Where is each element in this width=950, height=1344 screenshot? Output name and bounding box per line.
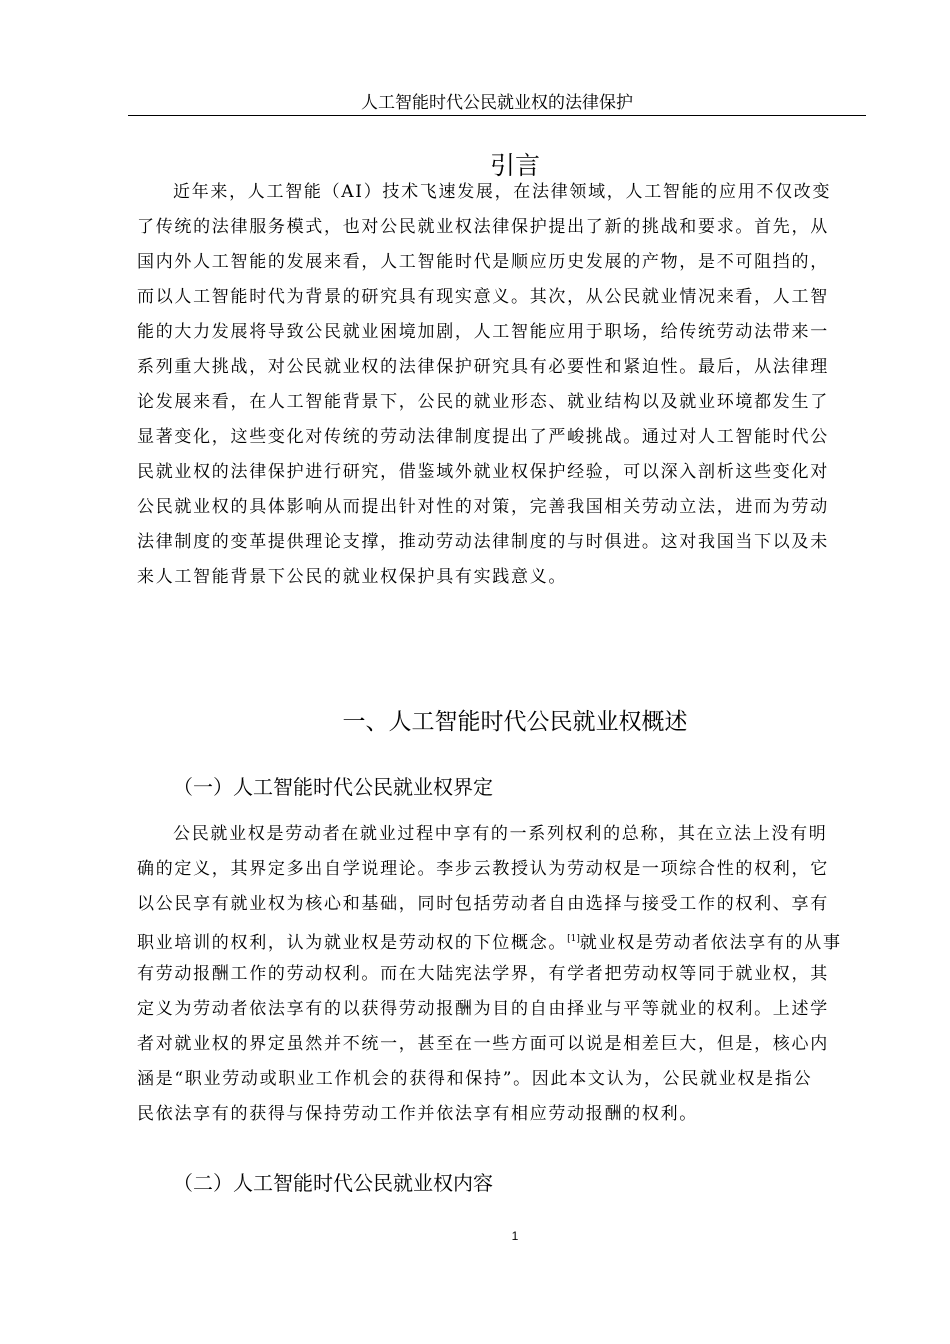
intro-paragraph <box>137 175 860 595</box>
running-header: 人工智能时代公民就业权的法律保护 <box>361 93 633 113</box>
section-title: 一、人工智能时代公民就业权概述 <box>342 709 688 735</box>
definition-line-text: 职业培训的权利，认为就业权是劳动权的下位概念。 <box>137 933 568 953</box>
subsection-title-content: （二）人工智能时代公民就业权内容 <box>173 1171 493 1195</box>
definition-line: 公民就业权是劳动者在就业过程中享有的一系列权利的总称，其在立法上没有明 <box>173 824 828 844</box>
definition-line: 确的定义，其界定多出自学说理论。李步云教授认为劳动权是一项综合性的权利，它 <box>137 859 829 879</box>
definition-line: 民依法享有的获得与保持劳动工作并依法享有相应劳动报酬的权利。 <box>137 1104 698 1124</box>
intro-line: 论发展来看，在人工智能背景下，公民的就业形态、就业结构以及就业环境都发生了 <box>137 392 829 412</box>
definition-line: 以公民享有就业权为核心和基础，同时包括劳动者自由选择与接受工作的权利、享有 <box>137 894 829 914</box>
header-rule <box>128 115 866 116</box>
definition-line: 者对就业权的界定虽然并不统一，甚至在一些方面可以说是相差巨大，但是，核心内 <box>137 1034 829 1054</box>
definition-paragraph <box>137 817 860 1132</box>
intro-line: 民就业权的法律保护进行研究，借鉴域外就业权保护经验，可以深入剖析这些变化对 <box>137 462 829 482</box>
intro-line: 了传统的法律服务模式，也对公民就业权法律保护提出了新的挑战和要求。首先，从 <box>137 217 829 237</box>
page-number: 1 <box>511 1229 519 1243</box>
intro-line: 法律制度的变革提供理论支撑，推动劳动法律制度的与时俱进。这对我国当下以及未 <box>137 532 829 552</box>
intro-line: 系列重大挑战，对公民就业权的法律保护研究具有必要性和紧迫性。最后，从法律理 <box>137 357 829 377</box>
definition-line: 定义为劳动者依法享有的以获得劳动报酬为目的自由择业与平等就业的权利。上述学 <box>137 999 829 1019</box>
definition-line: 有劳动报酬工作的劳动权利。而在大陆宪法学界，有学者把劳动权等同于就业权，其 <box>137 964 829 984</box>
definition-line: 涵是“职业劳动或职业工作机会的获得和保持”。因此本文认为，公民就业权是指公 <box>137 1069 813 1089</box>
subsection-title-definition: （一）人工智能时代公民就业权界定 <box>173 775 493 799</box>
intro-title: 引言 <box>489 151 540 180</box>
footnote-reference[interactable]: [1] <box>567 934 580 944</box>
intro-line: 国内外人工智能的发展来看，人工智能时代是顺应历史发展的产物，是不可阻挡的， <box>137 252 829 272</box>
intro-line: 能的大力发展将导致公民就业困境加剧，人工智能应用于职场，给传统劳动法带来一 <box>137 322 829 342</box>
definition-line-continuation: 就业权是劳动者依法享有的从事 <box>579 933 842 953</box>
intro-line: 显著变化，这些变化对传统的劳动法律制度提出了严峻挑战。通过对人工智能时代公 <box>137 427 829 447</box>
intro-line: 而以人工智能时代为背景的研究具有现实意义。其次，从公民就业情况来看，人工智 <box>137 287 829 307</box>
intro-line: 来人工智能背景下公民的就业权保护具有实践意义。 <box>137 567 568 587</box>
intro-line: 近年来，人工智能（AI）技术飞速发展，在法律领域，人工智能的应用不仅改变 <box>173 182 832 202</box>
definition-line-with-footnote <box>137 922 860 957</box>
intro-line: 公民就业权的具体影响从而提出针对性的对策，完善我国相关劳动立法，进而为劳动 <box>137 497 829 517</box>
